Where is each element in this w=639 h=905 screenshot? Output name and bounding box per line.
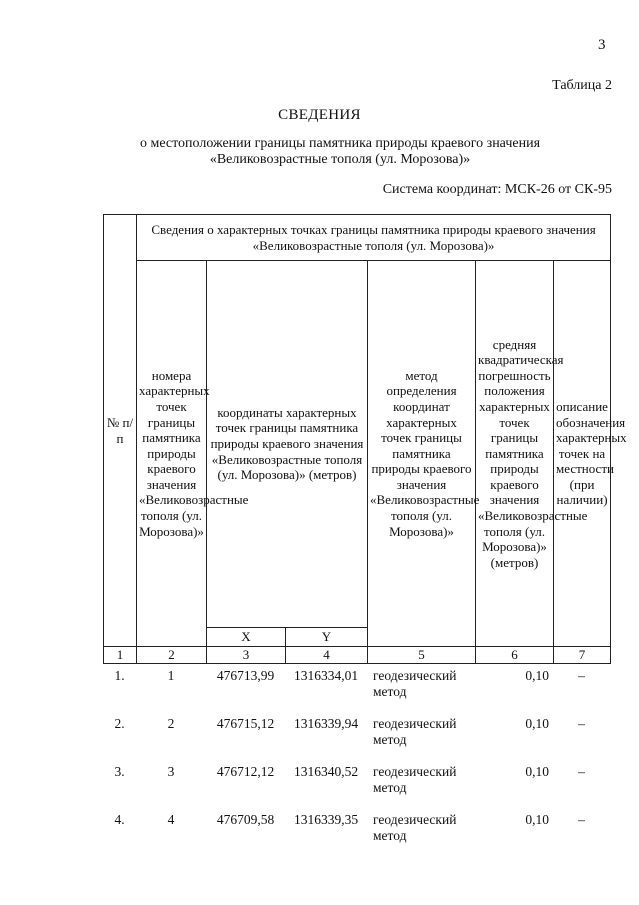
table-label: Таблица 2: [552, 78, 612, 93]
subtitle-line-2: «Великовозрастные тополя (ул. Морозова)»: [209, 152, 471, 168]
table-row: [103, 764, 610, 812]
marking-description: –: [578, 668, 585, 683]
mean-square-error: 0,10: [525, 668, 549, 683]
row-number: 2.: [114, 716, 125, 731]
table-row: [103, 716, 610, 764]
mean-square-error: 0,10: [525, 764, 549, 779]
coordinate-x: 476709,58: [216, 812, 275, 827]
header-row-number: № п/п: [104, 215, 137, 647]
column-number-row: [104, 647, 611, 664]
column-number: 7: [554, 647, 611, 664]
column-number: 1: [104, 647, 137, 664]
point-number: 3: [167, 764, 175, 779]
column-number: 6: [476, 647, 554, 664]
determination-method: геодезический метод: [373, 812, 457, 844]
coordinate-y: 1316339,94: [293, 716, 359, 731]
coordinate-x: 476713,99: [216, 668, 275, 683]
header-marking-description: описание обозначения характерных точек на местности (при наличии): [554, 261, 611, 647]
header-point-numbers: номера характерных точек границы памятника природы краевого значения «Великовозрастные тополя (ул. Морозова)»: [137, 261, 207, 647]
document-subtitle: [60, 136, 620, 168]
column-number: 4: [286, 647, 368, 664]
determination-method: геодезический метод: [373, 764, 457, 796]
row-number: 3.: [114, 764, 125, 779]
coordinate-x: 476712,12: [216, 764, 275, 779]
header-group-boundary-points: Сведения о характерных точках границы памятника природы краевого значения «Великовозрастные тополя (ул. Морозова)»: [137, 215, 611, 261]
header-x: X: [207, 627, 286, 646]
determination-method: геодезический метод: [373, 716, 457, 748]
header-y: Y: [286, 627, 368, 646]
coordinate-y: 1316340,52: [293, 764, 359, 779]
point-number: 2: [167, 716, 175, 731]
marking-description: –: [578, 764, 585, 779]
coordinate-y: 1316334,01: [293, 668, 359, 683]
marking-description: –: [578, 716, 585, 731]
boundary-points-table-header: [103, 214, 627, 664]
header-coordinates: координаты характерных точек границы памятника природы краевого значения «Великовозрастные тополя (ул. Морозова)» (метров): [207, 261, 368, 628]
page-number: 3: [598, 37, 606, 53]
row-number: 4.: [114, 812, 125, 827]
header-method: метод определения координат характерных точек границы памятника природы краевого значения «Великовозрастные тополя (ул. Морозова)»: [368, 261, 476, 647]
point-number: 1: [167, 668, 175, 683]
table-row: [103, 812, 610, 860]
row-number: 1.: [114, 668, 125, 683]
coordinate-system-label: Система координат: МСК-26 от СК-95: [382, 182, 612, 197]
table-row: [103, 668, 610, 716]
point-number: 4: [167, 812, 175, 827]
header-mean-square-error: средняя квадратическая погрешность положения характерных точек границы памятника природы краевого значения «Великовозрастные тополя (ул. Морозова)» (метров): [476, 261, 554, 647]
marking-description: –: [578, 812, 585, 827]
mean-square-error: 0,10: [525, 812, 549, 827]
document-title: СВЕДЕНИЯ: [278, 107, 361, 123]
column-number: 3: [207, 647, 286, 664]
column-number: 2: [137, 647, 207, 664]
mean-square-error: 0,10: [525, 716, 549, 731]
determination-method: геодезический метод: [373, 668, 457, 700]
column-number: 5: [368, 647, 476, 664]
coordinate-y: 1316339,35: [293, 812, 359, 827]
boundary-points-data: [103, 668, 610, 860]
coordinate-x: 476715,12: [216, 716, 275, 731]
subtitle-line-1: о местоположении границы памятника природы краевого значения: [139, 136, 541, 151]
